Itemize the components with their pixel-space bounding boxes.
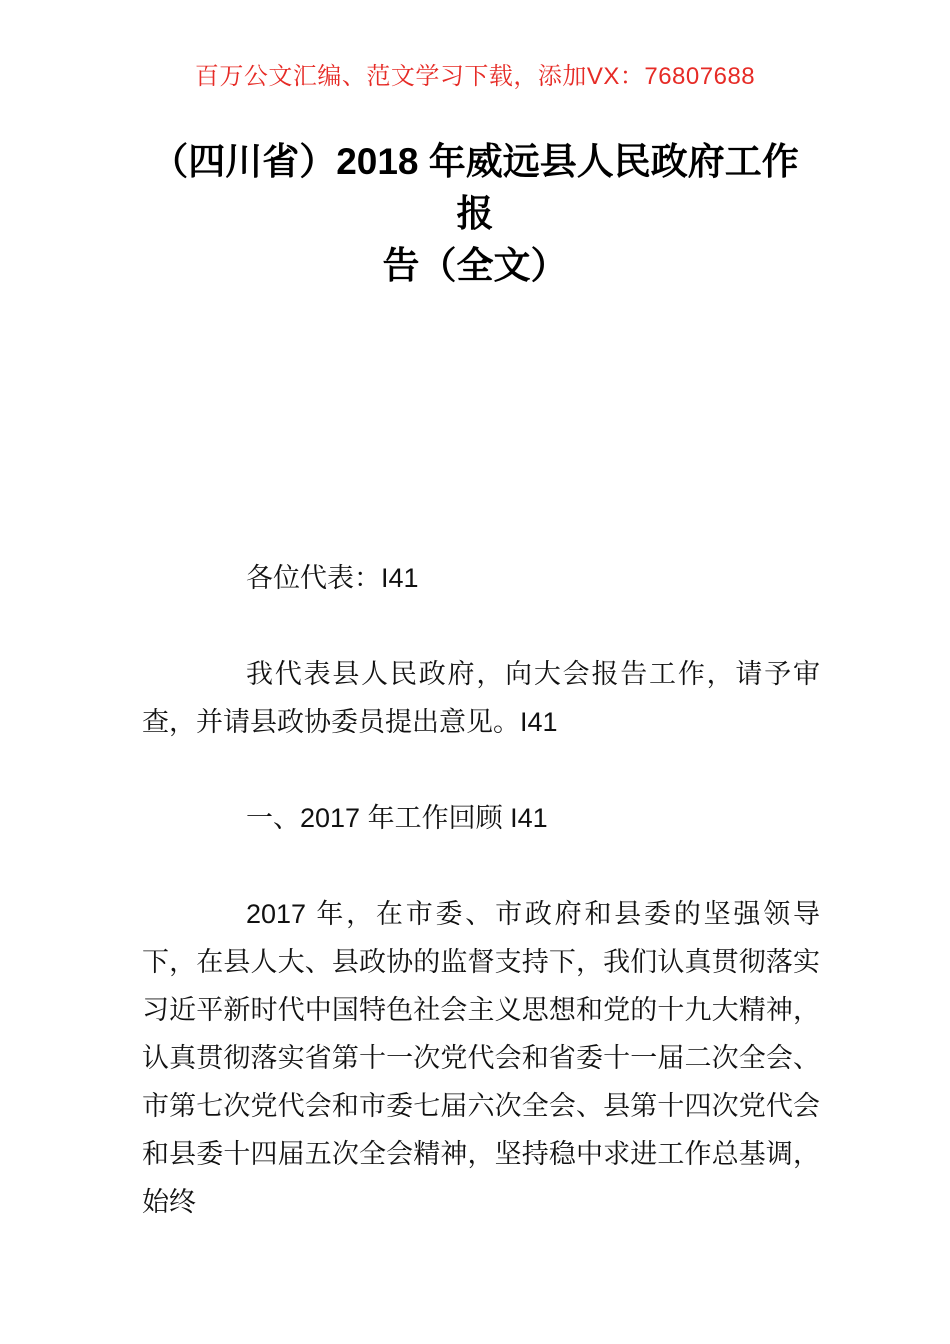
document-title [135, 136, 815, 292]
document-title-line: 告（全文） [382, 245, 568, 286]
document-title-line: （四川省）2018 年威远县人民政府工作报 [151, 141, 799, 234]
body-paragraph: 一、2017 年工作回顾 I41 [246, 803, 548, 833]
watermark-header-text: 百万公文汇编、范文学习下载，添加VX：76807688 [194, 63, 756, 90]
document-body [142, 554, 820, 1226]
body-paragraph: 2017 年，在市委、市政府和县委的坚强领导下，在县人大、县政协的监督支持下，我们认真贯彻落实习近平新时代中国特色社会主义思想和党的十九大精神，认真贯彻落实省第十一次党代会和省委十一届二次全会、市第七次党代会和市委七届六次全会、县第十四次党代会和县委十四届五次全会精神，坚持稳中求进工作总基调，始终 [142, 899, 820, 1217]
body-paragraph: 各位代表：I41 [246, 563, 419, 593]
body-paragraph: 我代表县人民政府，向大会报告工作，请予审查，并请县政协委员提出意见。I41 [142, 659, 820, 737]
